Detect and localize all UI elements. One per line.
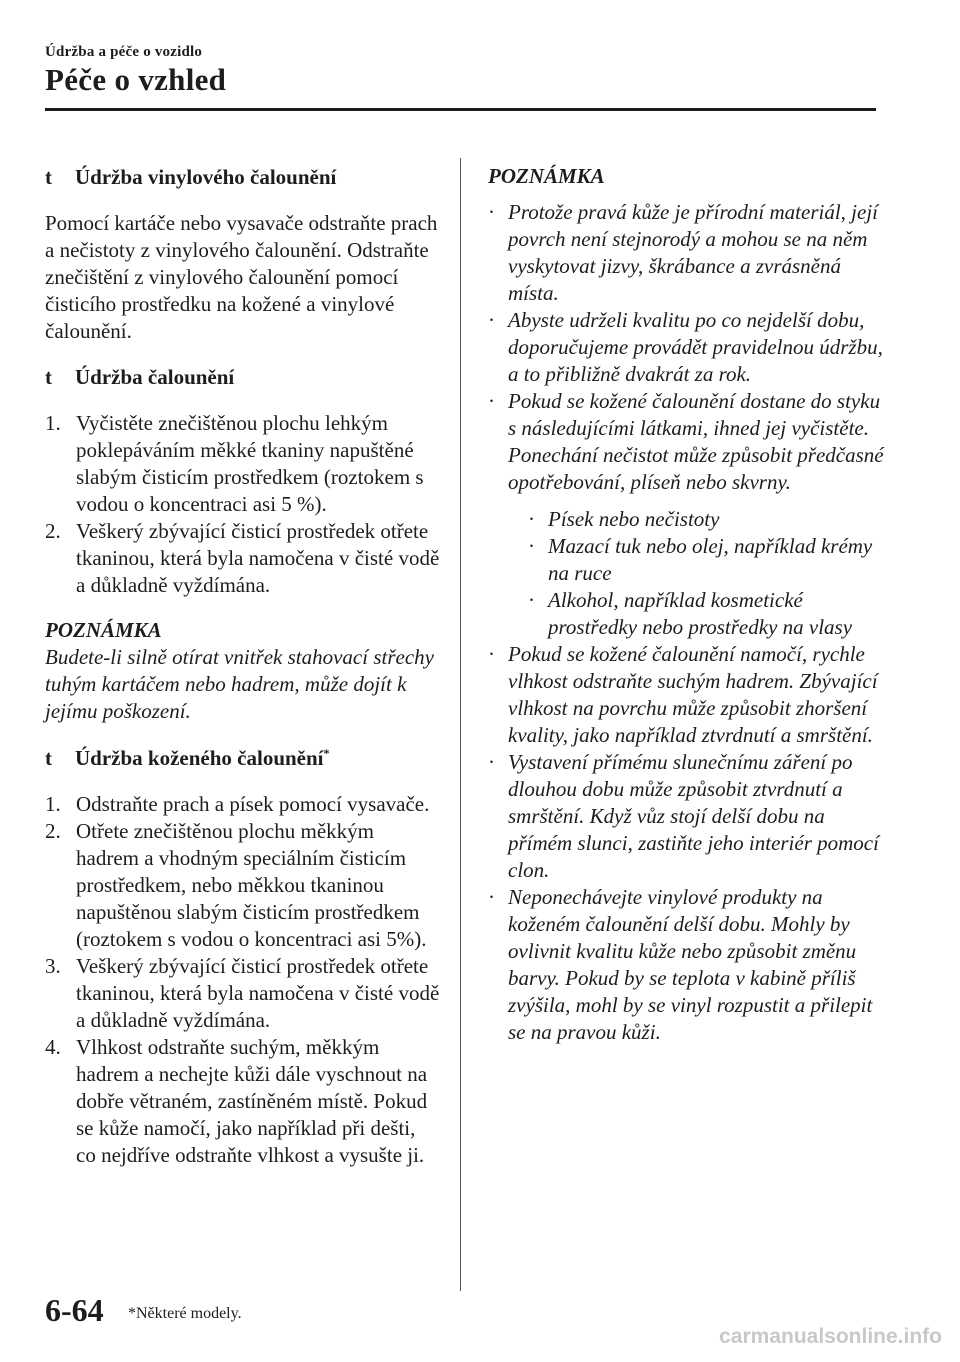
list-item [488, 307, 888, 388]
vinyl-heading [45, 163, 440, 191]
bullet-text: Protože pravá kůže je přírodní materiál, její povrch není stejnorodý a mohou se na něm vyskytovat jizvy, škrábance a zvrásněná místa. [508, 200, 878, 305]
bullet-icon: · [528, 588, 535, 612]
bullet-text: Pokud se kožené čalounění dostane do styku s následujícími látkami, ihned jej vyčistěte. [508, 389, 881, 440]
column-divider [460, 158, 461, 1291]
page-number: 6-64 [45, 1292, 104, 1328]
step-text: Odstraňte prach a písek pomocí vysavače. [76, 792, 430, 816]
sub-bullet-text: Alkohol, například kosmetické prostředky nebo prostředky na vlasy [548, 588, 853, 639]
note-text: Budete-li silně otírat vnitřek stahovací střechy tuhým kartáčem nebo hadrem, může dojít k jejímu poškození. [45, 645, 434, 723]
bullet-icon: · [488, 750, 495, 774]
list-item [45, 791, 440, 818]
list-item [488, 199, 888, 307]
upholstery-steps [45, 410, 440, 599]
bullet-followup-text: Ponechání nečistot může způsobit předčasné opotřebování, plíseň nebo skvrny. [508, 443, 884, 494]
leather-title: Údržba koženého čalounění [75, 746, 324, 770]
step-text: Otřete znečištěnou plochu měkkým hadrem a vhodným speciálním čisticím prostředkem, nebo měkkou tkaninou napuštěnou slabým čisticím prostředkem (roztokem s vodou o koncentraci asi 5%). [76, 819, 427, 951]
step-text: Veškerý zbývající čisticí prostředek otřete tkaninou, která byla namočena v čisté vodě a důkladně vyždímána. [76, 954, 440, 1032]
bullet-icon: · [488, 200, 495, 224]
vinyl-body: Pomocí kartáče nebo vysavače odstraňte prach a nečistoty z vinylového čalounění. Odstraňte znečištění z vinylového čalounění pomocí čisticího prostředku na kožené a vinylové čalounění. [45, 211, 438, 343]
leather-steps [45, 791, 440, 1169]
footnote: *Některé modely. [128, 1305, 242, 1322]
list-item [528, 533, 888, 587]
upholstery-heading [45, 363, 440, 391]
bullet-icon: · [488, 642, 495, 666]
step-text: Vyčistěte znečištěnou plochu lehkým poklepáváním měkké tkaniny napuštěné slabým čisticím prostředkem (roztokem s vodou o koncentraci asi 5 %). [76, 411, 424, 516]
step-number: 1. [45, 411, 61, 435]
step-number: 3. [45, 954, 61, 978]
page-title: Péče o vzhled [45, 62, 227, 97]
right-column [488, 163, 888, 1046]
bullet-icon: · [528, 507, 535, 531]
bullet-icon: · [528, 534, 535, 558]
bullet-text: Abyste udrželi kvalitu po co nejdelší dobu, doporučujeme provádět pravidelnou údržbu, a to přibližně dvakrát za rok. [508, 308, 883, 386]
list-item [528, 506, 888, 533]
list-item [45, 410, 440, 518]
list-item [528, 587, 888, 641]
list-item [45, 818, 440, 953]
watermark: carmanualsonline.info [719, 1325, 942, 1348]
section-marker-icon: t [45, 746, 52, 770]
section-marker-icon: t [45, 165, 52, 189]
list-item [45, 953, 440, 1034]
sub-bullet-text: Písek nebo nečistoty [548, 507, 720, 531]
header-divider [45, 108, 876, 111]
list-item [488, 749, 888, 884]
note-bullets [488, 199, 888, 1046]
leather-heading [45, 744, 440, 772]
footnote-marker: * [323, 746, 330, 760]
step-text: Veškerý zbývající čisticí prostředek otřete tkaninou, která byla namočena v čisté vodě a důkladně vyždímána. [76, 519, 440, 597]
list-item [45, 518, 440, 599]
left-column [45, 163, 440, 1187]
step-number: 2. [45, 819, 61, 843]
list-item [45, 1034, 440, 1169]
substance-list [508, 506, 888, 641]
upholstery-title: Údržba čalounění [75, 365, 235, 389]
bullet-text: Neponechávejte vinylové produkty na koženém čalounění delší dobu. Mohly by ovlivnit kvalitu kůže nebo způsobit změnu barvy. Pokud by se teplota v kabině příliš zvýšila, mohl by se vinyl rozpustit a přilepit se na pravou kůži. [508, 885, 873, 1044]
section-label: Údržba a péče o vozidlo [45, 44, 203, 60]
note-title: POZNÁMKA [488, 164, 605, 188]
section-marker-icon: t [45, 365, 52, 389]
bullet-icon: · [488, 885, 495, 909]
step-number: 2. [45, 519, 61, 543]
list-item [488, 641, 888, 749]
sub-bullet-text: Mazací tuk nebo olej, například krémy na ruce [548, 534, 873, 585]
vinyl-title: Údržba vinylového čalounění [75, 165, 337, 189]
list-item [488, 884, 888, 1046]
bullet-icon: · [488, 389, 495, 413]
step-number: 1. [45, 792, 61, 816]
bullet-icon: · [488, 308, 495, 332]
step-number: 4. [45, 1035, 61, 1059]
note-title: POZNÁMKA [45, 618, 162, 642]
bullet-text: Pokud se kožené čalounění namočí, rychle vlhkost odstraňte suchým hadrem. Zbývající vlhkost na povrchu může způsobit zhoršení kvality, jako například ztvrdnutí a smrštění. [508, 642, 878, 747]
bullet-text: Vystavení přímému slunečnímu záření po dlouhou dobu může způsobit ztvrdnutí a smrštění. Když vůz stojí delší dobu na přímém slunci, zastiňte jeho interiér pomocí clon. [508, 750, 879, 882]
list-item [488, 388, 888, 641]
step-text: Vlhkost odstraňte suchým, měkkým hadrem a nechejte kůži dále vyschnout na dobře větraném, zastíněném místě. Pokud se kůže namočí, jako například při dešti, co nejdříve odstraňte vlhkost a vysušte ji. [76, 1035, 428, 1167]
